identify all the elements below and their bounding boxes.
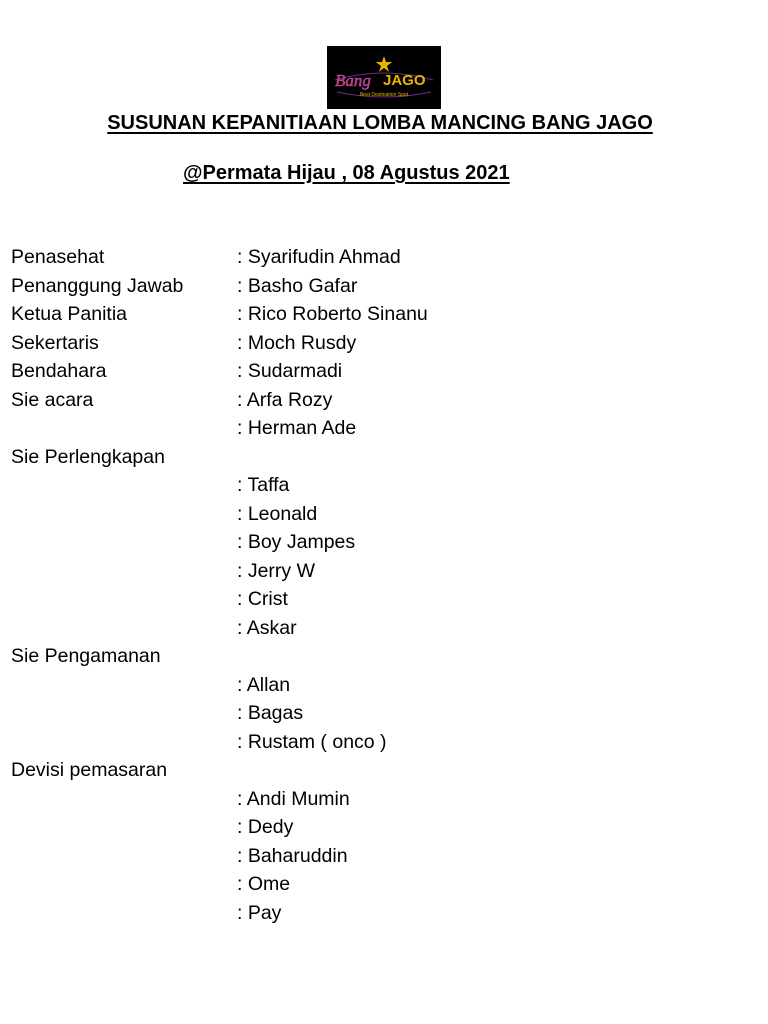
roster-name: : Basho Gafar (237, 274, 358, 297)
logo-tagline: Best Destination Spot (359, 92, 409, 98)
roster-role: Sekertaris (11, 331, 99, 354)
roster-role: Bendahara (11, 360, 107, 382)
roster-name: : Ome (237, 873, 291, 895)
roster-row (11, 585, 751, 614)
roster-name: : Moch Rusdy (237, 331, 357, 354)
roster-name: : Allan (237, 673, 291, 696)
logo-text-jago: JAGO (383, 72, 426, 89)
roster-row (11, 386, 751, 415)
roster-name: : Leonald (237, 502, 318, 525)
roster-row (11, 614, 751, 643)
roster-row (11, 500, 751, 529)
roster-row (11, 813, 751, 842)
roster-name: : Bagas (237, 702, 304, 724)
roster-row (11, 357, 751, 386)
event-location-date: @Permata Hijau , 08 Agustus 2021 (183, 162, 510, 184)
roster-row (11, 842, 751, 871)
roster-row (11, 756, 751, 785)
roster-row (11, 471, 751, 500)
roster-name: : Askar (237, 616, 297, 639)
roster-row (11, 671, 751, 700)
roster-name: : Syarifudin Ahmad (237, 246, 401, 268)
roster-row (11, 329, 751, 358)
roster-name: : Herman Ade (237, 417, 357, 439)
roster-name: : Dedy (237, 816, 294, 838)
roster-name: : Rustam ( onco ) (237, 730, 387, 753)
page-title: SUSUNAN KEPANITIAAN LOMBA MANCING BANG JAGO (107, 112, 653, 134)
roster-name: : Arfa Rozy (237, 388, 333, 411)
roster-role: Ketua Panitia (11, 303, 128, 325)
roster-name: : Baharuddin (237, 844, 348, 867)
roster-name: : Andi Mumin (237, 787, 350, 810)
roster-row (11, 642, 751, 671)
roster-row (11, 785, 751, 814)
roster-row (11, 243, 751, 272)
bang-jago-logo (327, 46, 441, 109)
committee-roster (11, 243, 751, 927)
roster-row (11, 528, 751, 557)
roster-row (11, 272, 751, 301)
roster-role: Penasehat (11, 246, 105, 268)
roster-name: : Sudarmadi (237, 360, 343, 382)
roster-name: : Rico Roberto Sinanu (237, 303, 428, 325)
roster-row (11, 443, 751, 472)
roster-role: Sie Pengamanan (11, 645, 161, 667)
roster-name: : Pay (237, 901, 282, 924)
roster-row (11, 870, 751, 899)
roster-role: Penanggung Jawab (11, 274, 184, 297)
roster-row (11, 300, 751, 329)
roster-row (11, 557, 751, 586)
roster-name: : Boy Jampes (237, 531, 356, 553)
roster-name: : Crist (237, 588, 288, 610)
roster-row (11, 699, 751, 728)
roster-name: : Jerry W (237, 559, 315, 582)
roster-role: Sie Perlengkapan (11, 445, 165, 468)
roster-role: Sie acara (11, 388, 94, 411)
roster-row (11, 414, 751, 443)
roster-name: : Taffa (237, 474, 290, 496)
roster-row (11, 899, 751, 928)
roster-row (11, 728, 751, 757)
roster-role: Devisi pemasaran (11, 759, 168, 781)
logo-text-bang: Bang (335, 71, 371, 90)
